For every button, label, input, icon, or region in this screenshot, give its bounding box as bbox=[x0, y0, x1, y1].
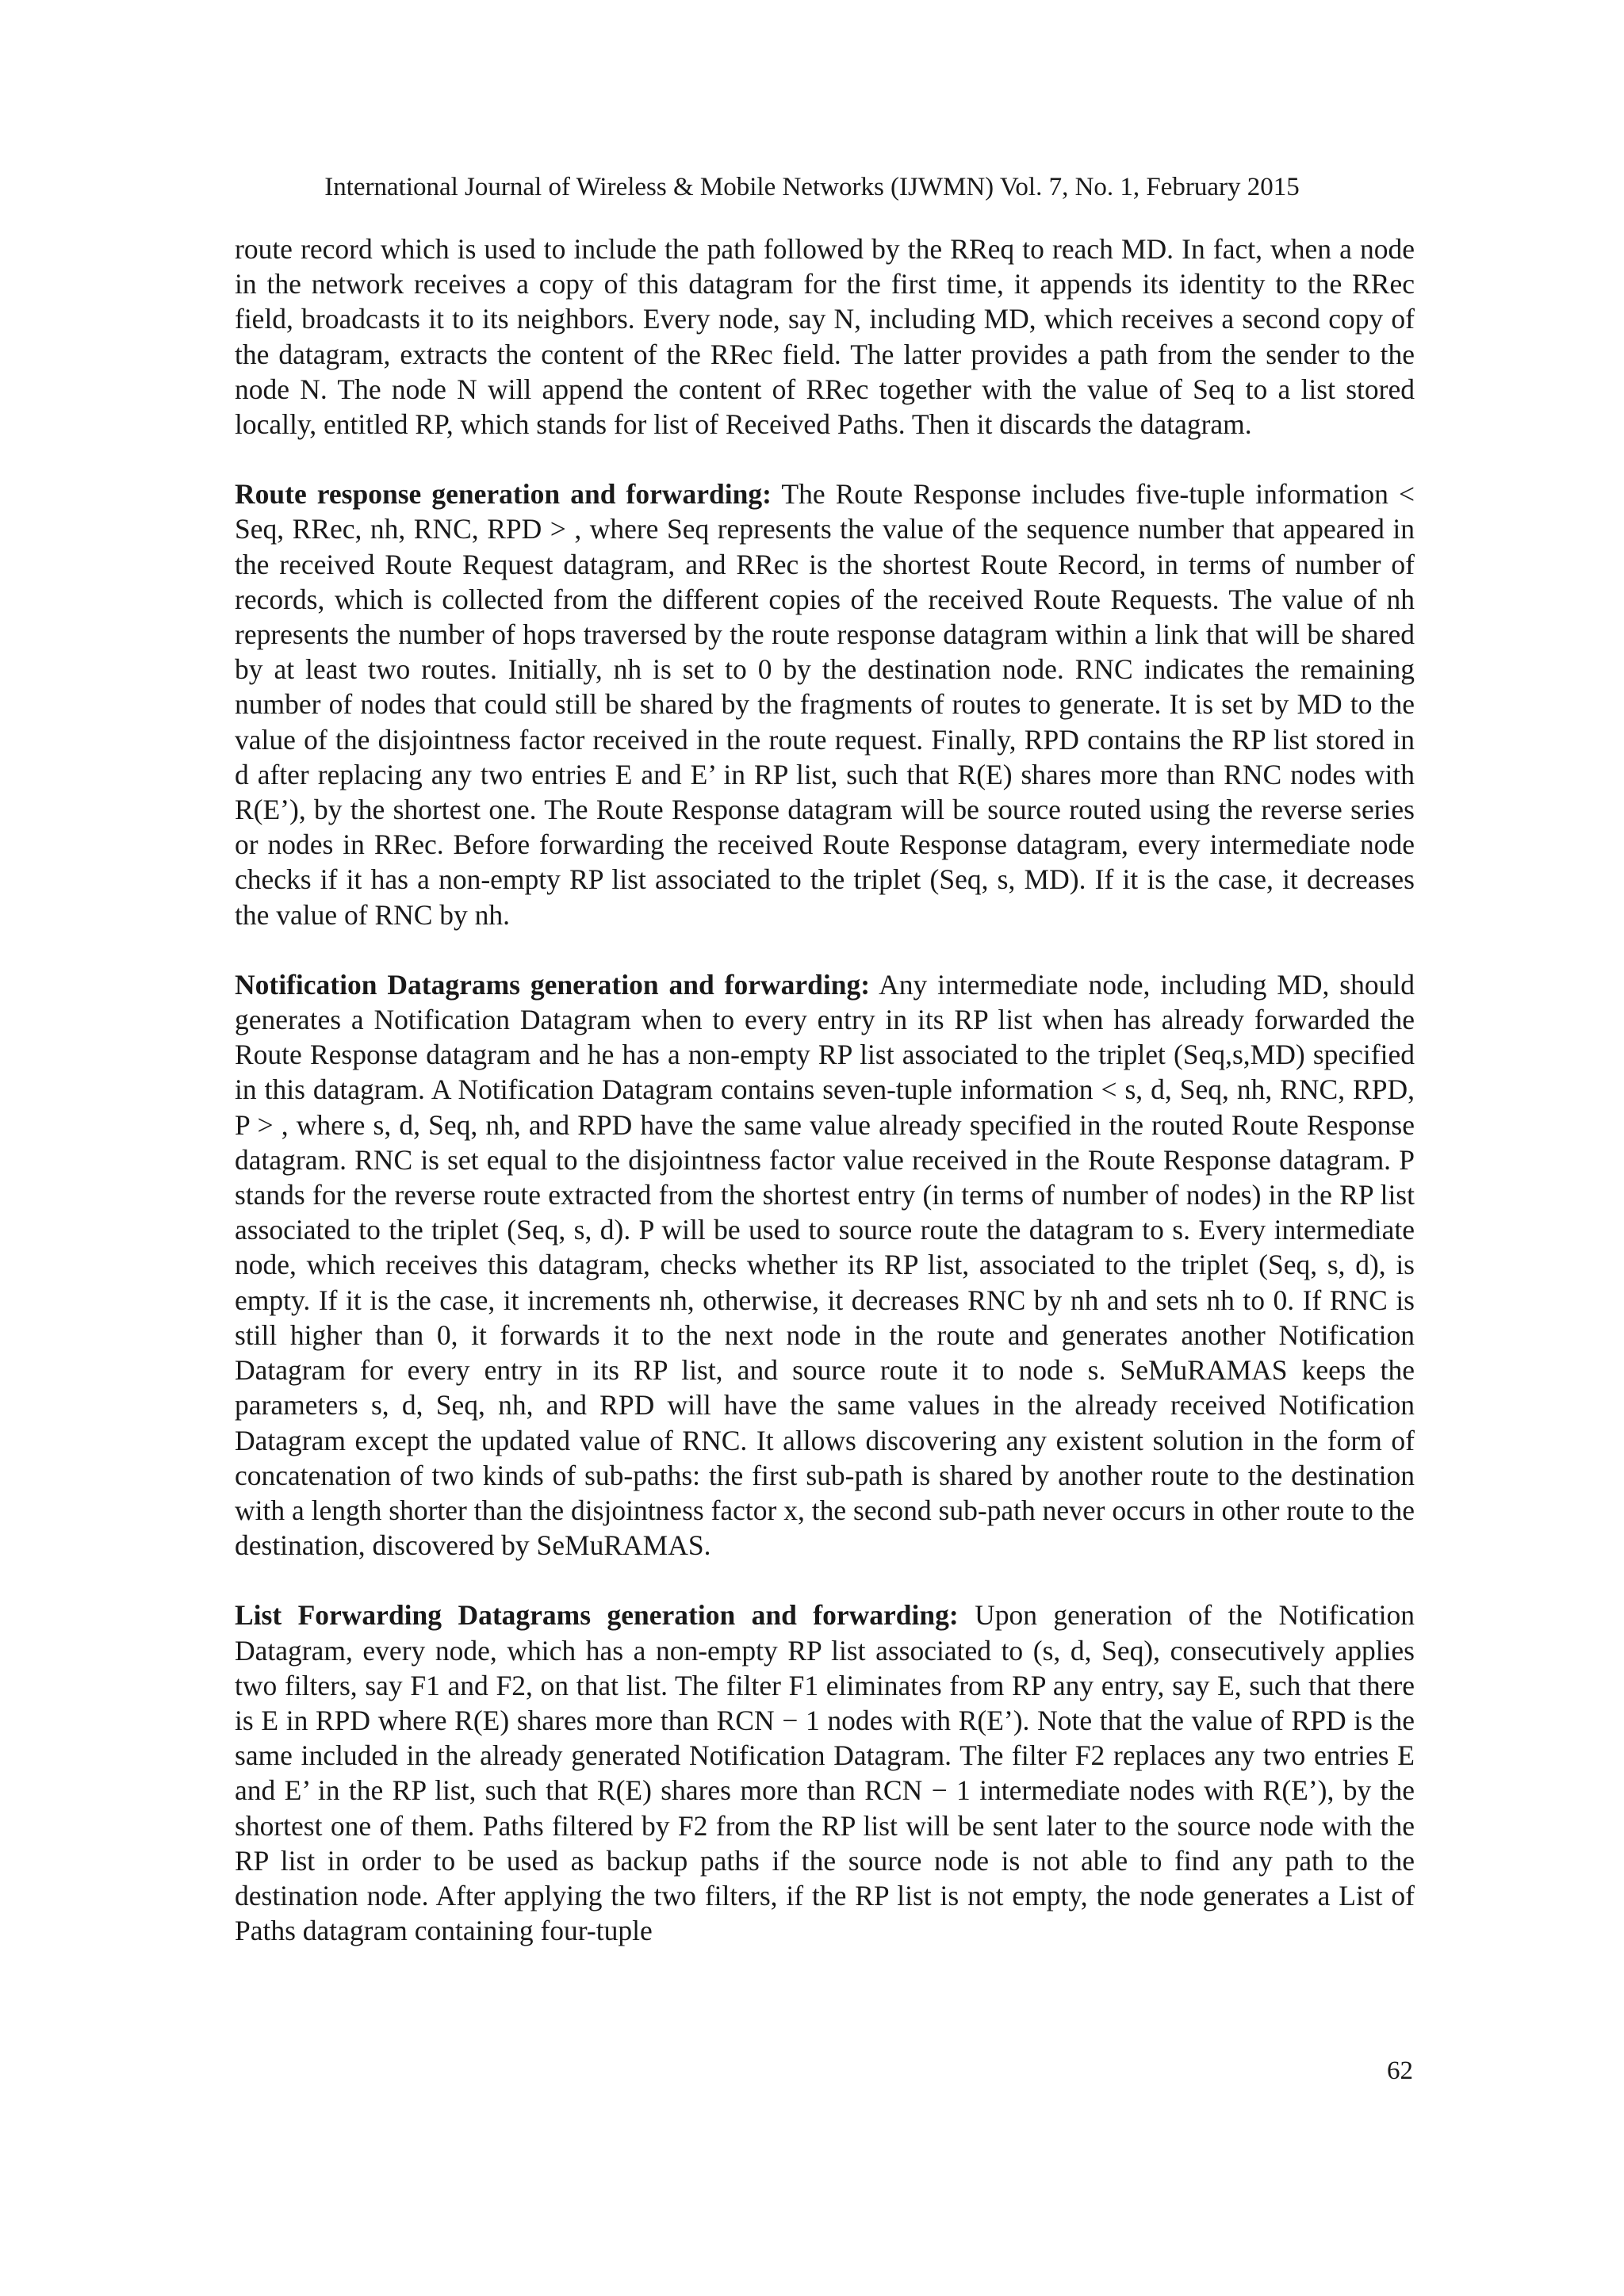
paragraph-text: Any intermediate node, including MD, should generates a Notification Datagram when to every entry in its RP list when has already forwarded the Route Response datagram and he has a non-empty RP list associated to the triplet (Seq,s,MD) specified in this datagram. A Notification Datagram contains seven-tuple information < s, d, Seq, nh, RNC, RPD, P > , where s, d, Seq, nh, and RPD have the same value already specified in the routed Route Response datagram. RNC is set equal to the disjointness factor value received in the Route Response datagram. P stands for the reverse route extracted from the shortest entry (in terms of number of nodes) in the RP list associated to the triplet (Seq, s, d). P will be used to source route the datagram to s. Every intermediate node, which receives this datagram, checks whether its RP list, associated to the triplet (Seq, s, d), is empty. If it is the case, it increments nh, otherwise, it decreases RNC by nh and sets nh to 0. If RNC is still higher than 0, it forwards it to the next node in the route and generates another Notification Datagram for every entry in its RP list, and source route it to node s. SeMuRAMAS keeps the parameters s, d, Seq, nh, and RPD will have the same values in the already received Notification Datagram except the updated value of RNC. It allows discovering any existent solution in the form of concatenation of two kinds of sub-paths: the first sub-path is shared by another route to the destination with a length shorter than the disjointness factor x, the second sub-path never occurs in other route to the destination, discovered by SeMuRAMAS. bbox=[235, 968, 1415, 1562]
running-header: International Journal of Wireless & Mobile Networks (IJWMN) Vol. 7, No. 1, February 2015 bbox=[324, 173, 1300, 201]
paragraph-route-response bbox=[235, 476, 1415, 932]
paragraph-list-forwarding bbox=[235, 1598, 1415, 1948]
paragraph-text: Upon generation of the Notification Datagram, every node, which has a non-empty RP list associated to (s, d, Seq), consecutively applies two filters, say F1 and F2, on that list. The filter F1 eliminates from RP any entry, say E, such that there is E in RPD where R(E) shares more than RCN − 1 nodes with R(E’). Note that the value of RPD is the same included in the already generated Notification Datagram. The filter F2 replaces any two entries E and E’ in the RP list, such that R(E) shares more than RCN − 1 intermediate nodes with R(E’), by the shortest one of them. Paths filtered by F2 from the RP list will be sent later to the source node with the RP list in order to be used as backup paths if the source node is not able to find any path to the destination node. After applying the two filters, if the RP list is not empty, the node generates a List of Paths datagram containing four-tuple bbox=[235, 1599, 1415, 1947]
body-text bbox=[235, 232, 1415, 1948]
section-heading-notification-datagrams: Notification Datagrams generation and forwarding: bbox=[235, 968, 871, 1001]
paragraph-text: route record which is used to include the path followed by the RReq to reach MD. In fact, when a node in the network receives a copy of this datagram for the first time, it appends its identity to the RRec field, broadcasts it to its neighbors. Every node, say N, including MD, which receives a second copy of the datagram, extracts the content of the RRec field. The latter provides a path from the sender to the node N. The node N will append the content of RRec together with the value of Seq to a list stored locally, entitled RP, which stands for list of Received Paths. Then it discards the datagram. bbox=[235, 233, 1415, 441]
section-heading-route-response: Route response generation and forwarding: bbox=[235, 478, 772, 511]
section-heading-list-forwarding: List Forwarding Datagrams generation and forwarding: bbox=[235, 1599, 959, 1632]
paragraph-notification-datagrams bbox=[235, 967, 1415, 1563]
paragraph-route-record bbox=[235, 232, 1415, 442]
page-number: 62 bbox=[1387, 2057, 1413, 2085]
paragraph-text: The Route Response includes five-tuple information < Seq, RRec, nh, RNC, RPD > , where Seq represents the value of the sequence number that appeared in the received Route Request datagram, and RRec is the shortest Route Record, in terms of number of records, which is collected from the different copies of the received Route Requests. The value of nh represents the number of hops traversed by the route response datagram within a link that will be shared by at least two routes. Initially, nh is set to 0 by the destination node. RNC indicates the remaining number of nodes that could still be shared by the fragments of routes to generate. It is set by MD to the value of the disjointness factor received in the route request. Finally, RPD contains the RP list stored in d after replacing any two entries E and E’ in RP list, such that R(E) shares more than RNC nodes with R(E’), by the shortest one. The Route Response datagram will be source routed using the reverse series or nodes in RRec. Before forwarding the received Route Response datagram, every intermediate node checks if it has a non-empty RP list associated to the triplet (Seq, s, MD). If it is the case, it decreases the value of RNC by nh. bbox=[235, 478, 1415, 931]
